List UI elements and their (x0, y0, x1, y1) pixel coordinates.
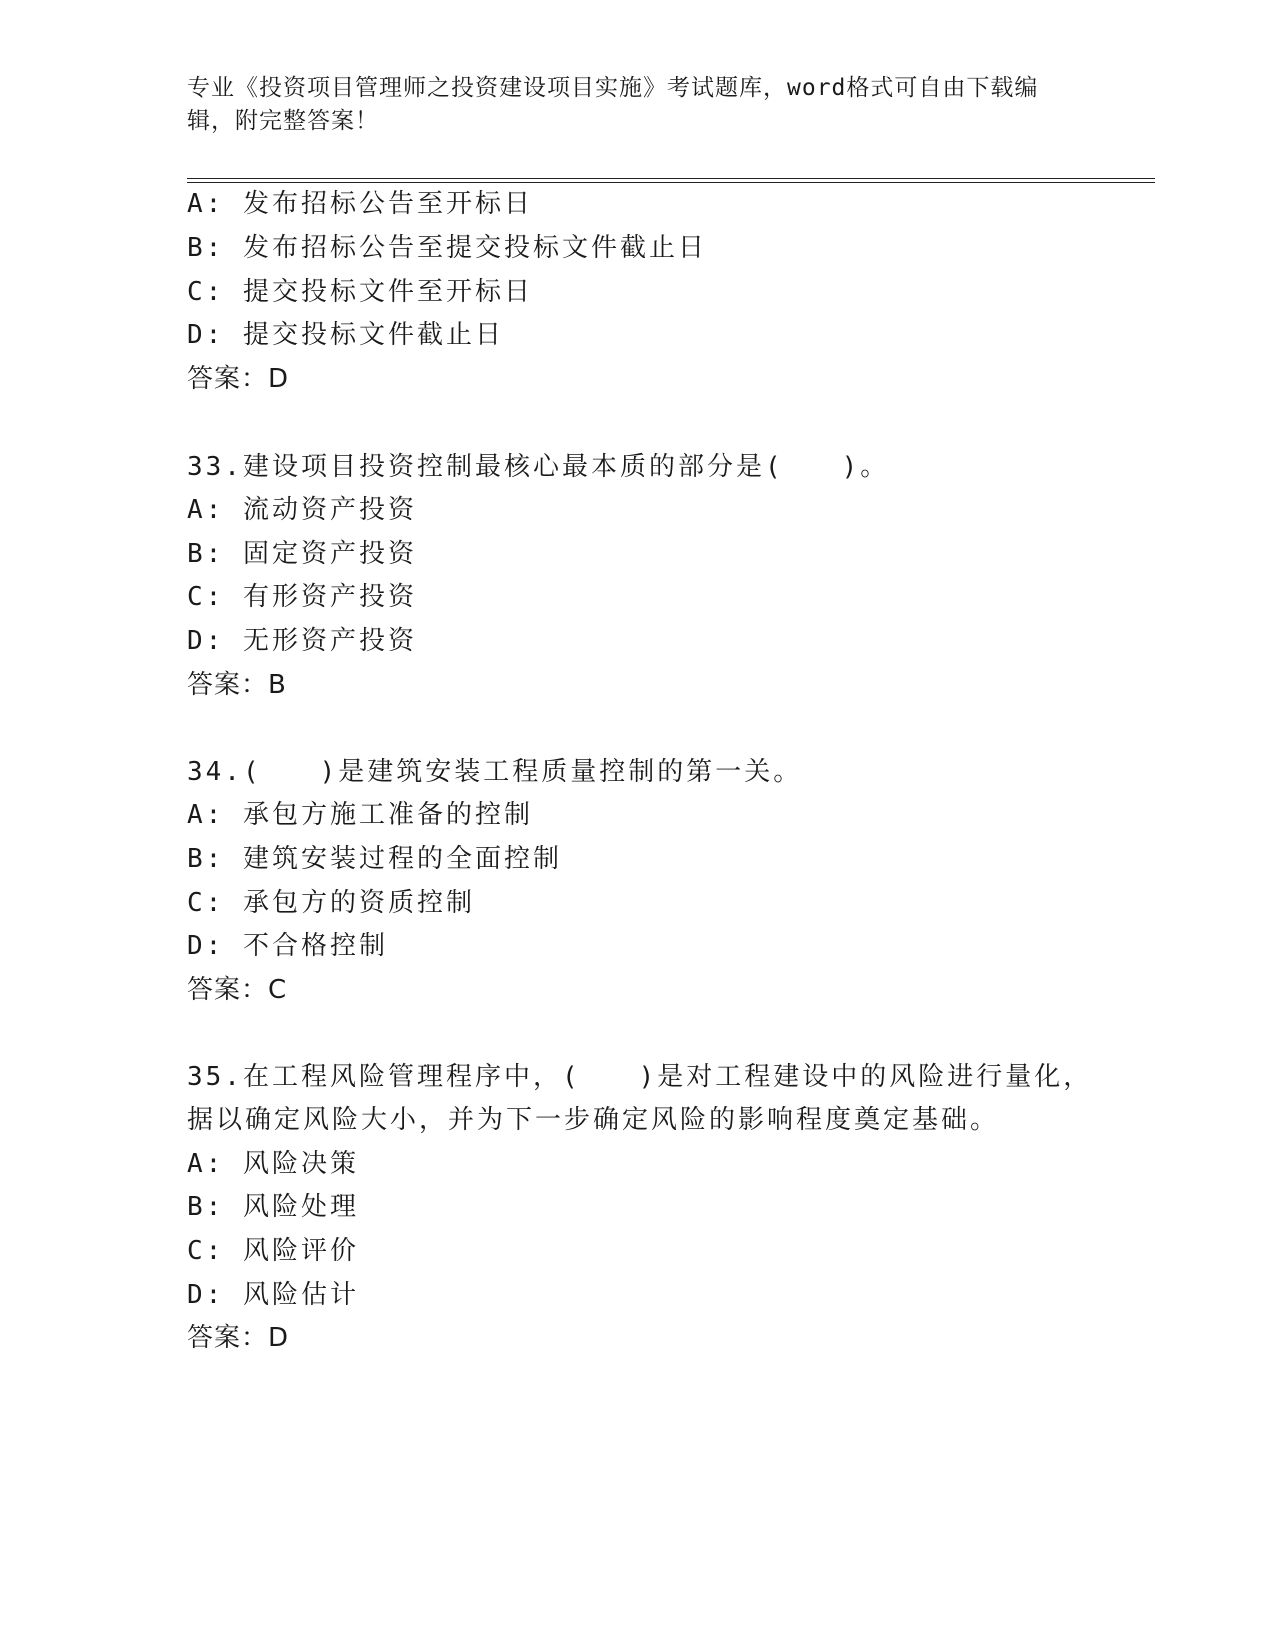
option-d: D: 提交投标文件截止日 (187, 320, 504, 350)
answer-line: 答案：D (187, 364, 290, 394)
option-b: B: 建筑安装过程的全面控制 (187, 844, 562, 874)
option-a: A: 承包方施工准备的控制 (187, 800, 533, 830)
document-header (187, 72, 1087, 138)
option-c: C: 承包方的资质控制 (187, 888, 475, 918)
option-b: B: 固定资产投资 (187, 539, 417, 569)
option-c: C: 有形资产投资 (187, 582, 417, 612)
answer-line: 答案：D (187, 1323, 290, 1353)
answer-line: 答案：B (187, 670, 287, 700)
option-d: D: 风险估计 (187, 1280, 359, 1310)
question-stem: 34.( )是建筑安装工程质量控制的第一关。 (187, 757, 803, 787)
header-divider (187, 178, 1155, 183)
question-stem-continued: 据以确定风险大小，并为下一步确定风险的影响程度奠定基础。 (187, 1105, 1000, 1135)
header-line-1: 专业《投资项目管理师之投资建设项目实施》考试题库，word格式可自由下载编 (187, 75, 1039, 101)
question-stem: 35.在工程风险管理程序中，( )是对工程建设中的风险进行量化， (187, 1062, 1093, 1092)
option-a: A: 风险决策 (187, 1149, 359, 1179)
option-b: B: 风险处理 (187, 1192, 359, 1222)
option-c: C: 风险评价 (187, 1236, 359, 1266)
question-stem: 33.建设项目投资控制最核心最本质的部分是( )。 (187, 452, 890, 482)
option-c: C: 提交投标文件至开标日 (187, 277, 533, 307)
answer-line: 答案：C (187, 975, 288, 1005)
option-b: B: 发布招标公告至提交投标文件截止日 (187, 233, 707, 263)
option-a: A: 发布招标公告至开标日 (187, 189, 533, 219)
option-a: A: 流动资产投资 (187, 495, 417, 525)
option-d: D: 无形资产投资 (187, 626, 417, 656)
header-line-2: 辑，附完整答案！ (187, 108, 379, 134)
option-d: D: 不合格控制 (187, 931, 388, 961)
